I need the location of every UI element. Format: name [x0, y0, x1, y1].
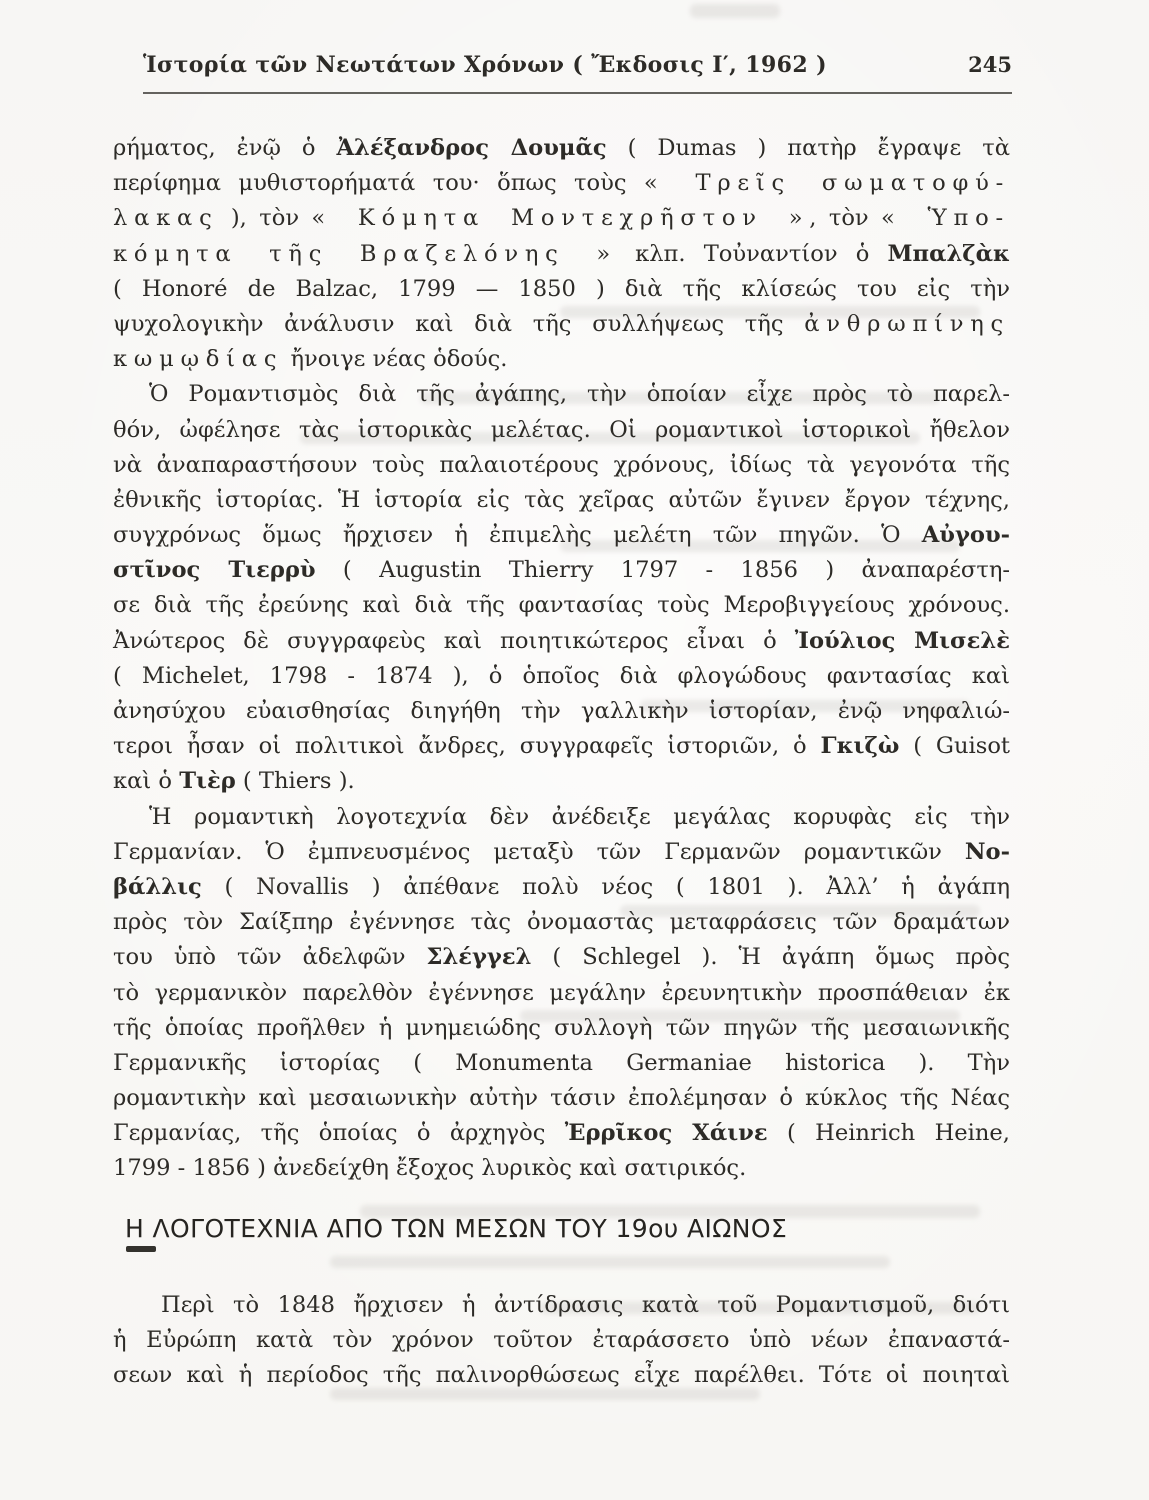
text-segment: τεροι ἦσαν οἱ πολιτικοὶ ἄνδρες, συγγραφεῖς ἱστοριῶν, ὁ: [113, 733, 821, 760]
text-segment: Γερμανίαν. Ὁ ἐμπνευσμένος μεταξὺ τῶν Γερμανῶν ρομαντικῶν: [113, 838, 965, 865]
text-line: [113, 166, 1010, 201]
text-line: [113, 377, 1010, 412]
text-segment: κωμῳδίας: [113, 346, 284, 373]
text-line: [113, 131, 1010, 166]
text-line: [113, 1116, 1010, 1151]
text-segment: ), τὸν: [218, 205, 312, 232]
text-segment: ἤνοιγε νέας ὁδούς.: [283, 346, 508, 373]
text-line: [113, 1358, 1010, 1393]
text-segment: ( Schlegel ). Ἡ ἀγάπη ὅμως πρὸς: [531, 944, 1011, 971]
text-line: [113, 518, 1010, 553]
text-segment: ρήματος, ἐνῷ ὁ: [113, 135, 337, 161]
emphasized-name: Αὐγου-: [921, 522, 1010, 549]
text-line: [113, 870, 1010, 905]
text-line: [113, 976, 1010, 1011]
text-segment: ( Michelet, 1798 - 1874 ), ὁ ὁποῖος διὰ φλογώδους φαντασίας καὶ: [113, 662, 1010, 689]
text-line: [113, 940, 1010, 975]
text-line: [113, 694, 1010, 729]
text-segment: κλπ. Τοὐναντίον ὁ: [616, 240, 888, 267]
text-segment: ( Thiers ).: [235, 768, 355, 795]
emphasized-name: Γκιζὼ: [820, 733, 900, 760]
text-segment: του ὑπὸ τῶν ἀδελφῶν: [113, 944, 427, 971]
emphasized-name: Ἀλέξανδρος Δουμᾶς: [336, 135, 607, 161]
text-segment: ( Augustin Thierry 1797 - 1856 ) ἀναπαρέστη-: [315, 557, 1010, 584]
text-segment: τῆς ὁποίας προῆλθεν ἡ μνημειώδης συλλογὴ τῶν πηγῶν τῆς μεσαιωνικῆς: [113, 1014, 1010, 1041]
text-line: [113, 307, 1010, 342]
text-segment: « Τρεῖς σωματοφύ-: [643, 170, 1010, 197]
running-title: Ἱστορία τῶν Νεωτάτων Χρόνων ( Ἔκδοσις Ι′, 1962 ): [143, 52, 827, 78]
heading-underline-mark: [126, 1246, 156, 1252]
text-line: [113, 448, 1010, 483]
text-line: [113, 835, 1010, 870]
header-rule: [143, 92, 1012, 94]
text-segment: καὶ ὁ: [113, 768, 180, 795]
page-number: 245: [968, 52, 1012, 77]
paragraph: [113, 131, 1010, 377]
text-segment: ρομαντικὴν καὶ μεσαιωνικὴν αὐτὴν τάσιν ἐπολέμησαν ὁ κύκλος τῆς Νέας: [113, 1085, 1010, 1112]
paragraph: [113, 800, 1010, 1187]
emphasized-name: Νο-: [964, 838, 1010, 865]
text-line: [113, 659, 1010, 694]
text-segment: ἐθνικῆς ἱστορίας. Ἡ ἱστορία εἰς τὰς χεῖρας αὐτῶν ἔγινεν ἔργον τέχνης,: [113, 486, 1010, 513]
section-heading: [125, 1213, 1010, 1245]
text-segment: τὸ γερμανικὸν παρελθὸν ἐγέννησε μεγάλην ἐρευνητικὴν προσπάθειαν ἐκ: [113, 979, 1010, 1006]
text-line: [113, 1046, 1010, 1081]
text-segment: Περὶ τὸ 1848 ἤρχισεν ἡ ἀντίδρασις κατὰ τοῦ Ρομαντισμοῦ, διότι: [161, 1291, 1010, 1318]
text-segment: , τὸν: [809, 205, 882, 232]
text-segment: θόν, ὠφέλησε τὰς ἱστορικὰς μελέτας. Οἱ ρομαντικοὶ ἱστορικοὶ ἤθελον: [113, 416, 1010, 443]
text-segment: Ἡ ρομαντικὴ λογοτεχνία δὲν ἀνέδειξε μεγάλας κορυφὰς εἰς τὴν: [149, 803, 1010, 830]
text-line: [113, 1081, 1010, 1116]
text-line: [113, 729, 1010, 764]
text-segment: ( Heinrich Heine,: [767, 1120, 1010, 1147]
text-segment: ( Honoré de Balzac, 1799 — 1850 ) διὰ τῆς κλίσεώς του εἰς τὴν: [113, 275, 1010, 302]
section-heading-text: Η ΛΟΓΟΤΕΧΝΙΑ ΑΠΟ ΤΩΝ ΜΕΣΩΝ ΤΟΥ 19ου ΑΙΩΝΟΣ: [125, 1213, 788, 1243]
text-line: [113, 272, 1010, 307]
emphasized-name: Ἐρρῖκος Χάινε: [564, 1120, 768, 1147]
text-line: [113, 1288, 1010, 1323]
text-line: [113, 800, 1010, 835]
emphasized-name: Ἰούλιος Μισελὲ: [794, 627, 1010, 654]
text-line: [113, 553, 1010, 588]
page-header: [143, 52, 1012, 78]
paragraph: [113, 377, 1010, 799]
bleed-through-artifact: [690, 4, 780, 18]
text-line: [113, 588, 1010, 623]
text-line: [113, 413, 1010, 448]
text-segment: σεων καὶ ἡ περίοδος τῆς παλινορθώσεως εἶχε παρέλθει. Τότε οἱ ποιηταὶ: [113, 1362, 1010, 1388]
text-segment: πρὸς τὸν Σαίξπηρ ἐγέννησε τὰς ὀνομαστὰς μεταφράσεις τῶν δραμάτων: [113, 909, 1010, 936]
text-segment: νὰ ἀναπαραστήσουν τοὺς παλαιοτέρους χρόνους, ἰδίως τὰ γεγονότα τῆς: [113, 451, 1010, 478]
text-line: [113, 1323, 1010, 1358]
text-segment: ἀνθρωπίνης: [804, 310, 1010, 337]
text-line: [113, 483, 1010, 518]
text-segment: Ὁ Ρομαντισμὸς διὰ τῆς ἀγάπης, τὴν ὁποίαν εἶχε πρὸς τὸ παρελ-: [149, 381, 1010, 408]
text-segment: 1799 - 1856 ) ἀνεδείχθη ἔξοχος λυρικὸς καὶ σατιρικός.: [113, 1155, 747, 1182]
emphasized-name: Μπαλζὰκ: [887, 240, 1010, 267]
text-segment: ἡ Εὐρώπη κατὰ τὸν χρόνον τοῦτον ἐταράσσετο ὑπὸ νέων ἐπαναστά-: [113, 1326, 1010, 1353]
text-line: [113, 237, 1010, 272]
text-segment: Γερμανίας, τῆς ὁποίας ὁ ἀρχηγὸς: [113, 1120, 565, 1147]
text-segment: Ἀνώτερος δὲ συγγραφεὺς καὶ ποιητικώτερος εἶναι ὁ: [113, 627, 795, 654]
text-line: [113, 905, 1010, 940]
text-segment: « Κόμητα Μοντεχρῆστον »: [311, 205, 810, 232]
text-segment: ψυχολογικὴν ἀνάλυσιν καὶ διὰ τῆς συλλήψεως τῆς: [113, 310, 805, 337]
emphasized-name: Σλέγγελ: [426, 944, 532, 971]
text-segment: ( Novallis ) ἀπέθανε πολὺ νέος ( 1801 ). Ἀλλ’ ἡ ἀγάπη: [201, 873, 1010, 900]
text-line: [113, 764, 1010, 799]
text-segment: σε διὰ τῆς ἐρεύνης καὶ διὰ τῆς φαντασίας τοὺς Μεροβιγγείους χρόνους.: [113, 592, 1010, 619]
text-segment: κόμητα τῆς Βραζελόνης »: [113, 240, 617, 267]
text-line: [113, 342, 1010, 377]
text-segment: συγχρόνως ὅμως ἤρχισεν ἡ ἐπιμελὴς μελέτη τῶν πηγῶν. Ὁ: [113, 522, 922, 549]
emphasized-name: στῖνος Τιερρὺ: [113, 557, 316, 584]
text-segment: Γερμανικῆς ἱστορίας ( Monumenta Germaniae historica ). Τὴν: [113, 1049, 1010, 1076]
text-line: [113, 201, 1010, 236]
text-segment: « Ὑπο-: [881, 205, 1010, 232]
text-segment: λακας: [113, 205, 219, 232]
emphasized-name: Τιὲρ: [179, 768, 236, 795]
paragraph: [113, 1288, 1010, 1394]
text-segment: ( Dumas ) πατὴρ ἔγραψε τὰ: [606, 135, 1010, 161]
text-column: [113, 131, 1010, 1393]
text-segment: ἀνησύχου εὐαισθησίας διηγήθη τὴν γαλλικὴν ἱστορίαν, ἐνῷ νηφαλιώ-: [113, 698, 1010, 724]
emphasized-name: βάλλις: [113, 873, 202, 900]
text-line: [113, 624, 1010, 659]
text-segment: ( Guisot: [899, 733, 1010, 760]
text-segment: περίφημα μυθιστορήματά του· ὅπως τοὺς: [113, 170, 644, 197]
text-line: [113, 1011, 1010, 1046]
text-line: [113, 1151, 1010, 1186]
